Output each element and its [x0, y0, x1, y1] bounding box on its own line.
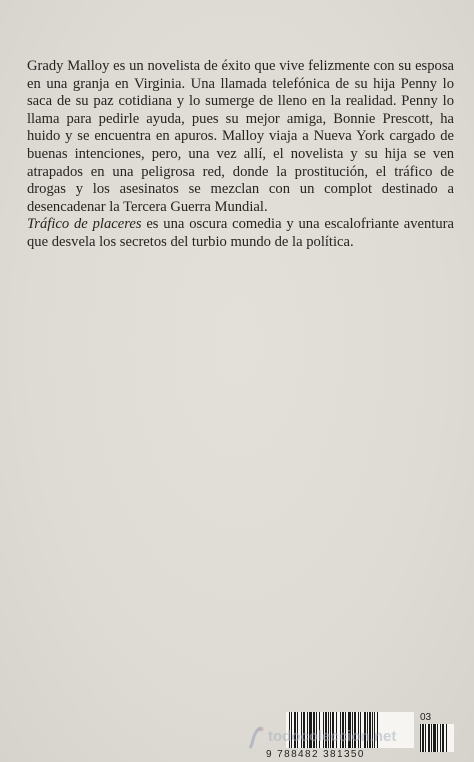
barcode-digits: 9 788482 381350 — [266, 749, 365, 760]
synopsis-paragraph-1: Grady Malloy es un novelista de éxito que vive felizmente con su esposa en una granja en Virginia. Una llamada telefónica de su hija Penny lo saca de su paz cotidiana y lo sumerge de lleno en la realidad. Penny lo llama para pedirle ayuda, pues su mejor amiga, Bonnie Prescott, ha huido y se encuentra en apuros. Malloy viaja a Nueva York cargado de buenas intenciones, pero, una vez allí, el novelista y su hija se ven atrapados en una peligrosa red, donde la prostitución, el tráfico de drogas y los asesinatos se mezclan con un complot destinado a desencadenar la Tercera Guerra Mundial. — [27, 58, 454, 215]
synopsis-text — [27, 58, 454, 252]
isbn-barcode — [240, 708, 460, 762]
watermark-logo-icon — [246, 724, 268, 752]
synopsis-paragraph-2-text: es una oscura comedia y una escalofriante aventura que desvela los secretos del turbio mundo de la política. — [27, 216, 454, 250]
synopsis-paragraph-2 — [27, 216, 454, 251]
watermark-text: todocoleccion.net — [268, 728, 397, 745]
book-title: Tráfico de placeres — [27, 216, 142, 233]
barcode-addon-number: 03 — [420, 712, 432, 723]
watermark — [246, 724, 466, 754]
